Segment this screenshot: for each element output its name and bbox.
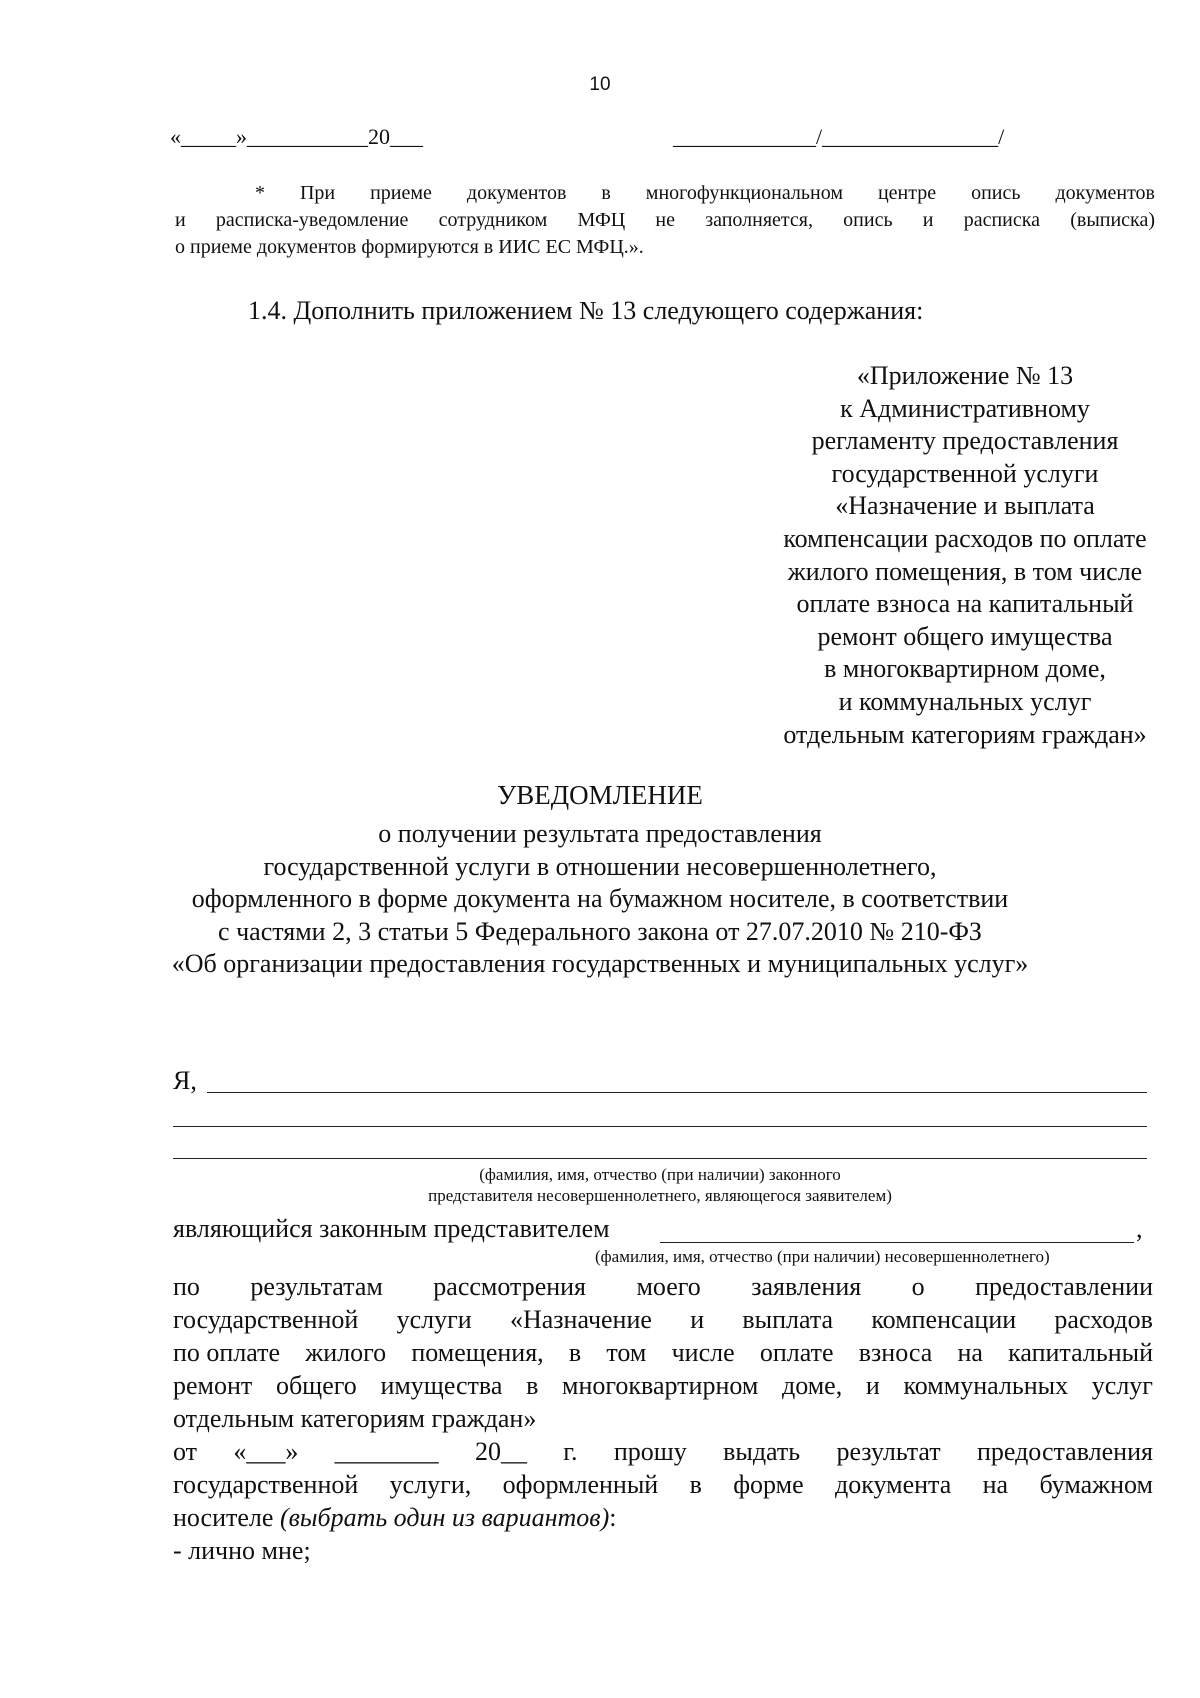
appendix-line: государственной услуги	[831, 458, 1099, 488]
signature-blank: _____________/________________/	[673, 124, 1005, 149]
word: государственной	[173, 1305, 359, 1334]
word: том	[606, 1338, 647, 1367]
notice-subtitle-line: государственной услуги в отношении несовершеннолетнего,	[263, 851, 937, 881]
applicant-name-field-line-3[interactable]	[173, 1158, 1147, 1159]
word: и	[690, 1305, 705, 1334]
word: коммунальных	[903, 1371, 1069, 1400]
word: форме	[733, 1470, 804, 1499]
word: в	[689, 1470, 702, 1499]
word: по	[173, 1272, 200, 1301]
word: моего	[636, 1272, 701, 1301]
para2-line-1	[173, 1437, 1153, 1467]
word: о	[911, 1272, 925, 1301]
word: и	[865, 1371, 880, 1400]
appendix-line: компенсации расходов по оплате	[783, 523, 1147, 553]
footnote-line-3: о приеме документов формируются в ИИС ЕС МФЦ.».	[175, 236, 644, 258]
para1-line-1	[173, 1272, 1153, 1302]
appendix-line: к Административному	[840, 393, 1090, 423]
appendix-line: отдельным категориям граждан»	[783, 719, 1147, 749]
word: выдать	[723, 1437, 801, 1466]
word: результат	[836, 1437, 941, 1466]
appendix-line: регламенту предоставления	[811, 426, 1119, 456]
appendix-line: оплате взноса на капитальный	[796, 589, 1134, 619]
word: услуги	[396, 1305, 472, 1334]
minor-caption: (фамилия, имя, отчество (при наличии) несовершеннолетнего)	[595, 1247, 1050, 1266]
notice-subtitle	[0, 818, 1200, 981]
amendment-clause: 1.4. Дополнить приложением № 13 следующего содержания:	[248, 296, 924, 325]
word: жилого	[305, 1338, 387, 1367]
word: «Назначение	[509, 1305, 652, 1334]
colon: :	[609, 1503, 617, 1532]
word: общего	[275, 1371, 357, 1400]
option-personally[interactable]: - лично мне;	[173, 1536, 311, 1565]
notice-subtitle-line: «Об организации предоставления государственных и муниципальных услуг»	[171, 949, 1029, 978]
word: оформленный	[502, 1470, 659, 1499]
word: услуг	[1091, 1371, 1153, 1400]
word: выплата	[742, 1305, 834, 1334]
word: на	[957, 1338, 983, 1367]
word: государственной	[173, 1470, 359, 1499]
word: компенсации	[871, 1305, 1017, 1334]
minor-name-field[interactable]	[660, 1242, 1134, 1243]
word: по оплате	[173, 1338, 281, 1367]
word: помещения,	[411, 1338, 544, 1367]
word: предоставления	[976, 1437, 1153, 1466]
word: документа	[835, 1470, 952, 1499]
appendix-line: «Назначение и выплата	[835, 491, 1095, 521]
applicant-name-field-line-1[interactable]	[207, 1092, 1147, 1093]
word: предоставлении	[975, 1272, 1153, 1301]
para2-line-3	[173, 1503, 617, 1533]
word: оплате	[759, 1338, 834, 1367]
applicant-label: Я,	[173, 1066, 197, 1095]
legal-rep-label: являющийся законным представителем	[173, 1214, 610, 1243]
footnote-line-1: * При приеме документов в многофункциональном центре опись документов	[255, 182, 1155, 204]
word: имущества	[380, 1371, 503, 1400]
word: от	[173, 1437, 198, 1466]
appendix-header	[700, 360, 1200, 751]
month-blank[interactable]: ________	[334, 1437, 439, 1466]
footnote-line-2: и расписка-уведомление сотрудником МФЦ не заполняется, опись и расписка (выписка)	[175, 209, 1155, 231]
appendix-line: жилого помещения, в том числе	[787, 556, 1143, 586]
word: многоквартирном	[562, 1371, 759, 1400]
para1-line-2	[173, 1305, 1153, 1335]
notice-subtitle-line: о получении результата предоставления	[378, 819, 822, 848]
appendix-line: в многоквартирном доме,	[824, 654, 1106, 684]
applicant-caption-line-2: представителя несовершеннолетнего, являющегося заявителем)	[428, 1186, 892, 1205]
word: рассмотрения	[433, 1272, 587, 1301]
word: расходов	[1054, 1305, 1153, 1334]
word: г.	[563, 1437, 578, 1466]
word: капитальный	[1008, 1338, 1153, 1367]
appendix-line: ремонт общего имущества	[817, 621, 1113, 651]
para1-line-5: отдельным категориям граждан»	[173, 1404, 537, 1433]
word: взноса	[858, 1338, 933, 1367]
word: ремонт	[173, 1371, 253, 1400]
word: прошу	[613, 1437, 687, 1466]
date-blank: «_____»___________20___	[170, 124, 423, 149]
applicant-name-field-line-2[interactable]	[173, 1126, 1147, 1127]
choose-option-hint: (выбрать один из вариантов)	[279, 1503, 610, 1532]
para1-line-3	[173, 1338, 1153, 1368]
para1-line-4	[173, 1371, 1153, 1401]
word: в	[568, 1338, 582, 1367]
notice-title: УВЕДОМЛЕНИЕ	[497, 780, 703, 810]
word: услуги,	[389, 1470, 472, 1499]
notice-subtitle-line: оформленного в форме документа на бумажном носителе, в соответствии	[191, 884, 1009, 913]
appendix-line: «Приложение № 13	[856, 361, 1074, 390]
word: на	[982, 1470, 1009, 1499]
applicant-caption-line-1: (фамилия, имя, отчество (при наличии) законного	[479, 1165, 841, 1184]
appendix-line: и коммунальных услуг	[838, 686, 1092, 716]
para2-line-2	[173, 1470, 1153, 1500]
word: заявления	[751, 1272, 862, 1301]
word: результатам	[250, 1272, 383, 1301]
footnote	[175, 180, 1155, 261]
notice-subtitle-line: с частями 2, 3 статьи 5 Федерального закона от 27.07.2010 № 210-ФЗ	[218, 916, 982, 946]
word: в	[526, 1371, 539, 1400]
word: доме,	[781, 1371, 843, 1400]
carrier-label: носителе	[173, 1503, 280, 1532]
legal-rep-comma: ,	[1136, 1214, 1143, 1243]
word: числе	[671, 1338, 735, 1367]
day-blank[interactable]: «___»	[233, 1437, 299, 1466]
year-blank[interactable]: 20__	[474, 1437, 527, 1466]
word: бумажном	[1039, 1470, 1153, 1499]
page-number: 10	[589, 74, 611, 95]
